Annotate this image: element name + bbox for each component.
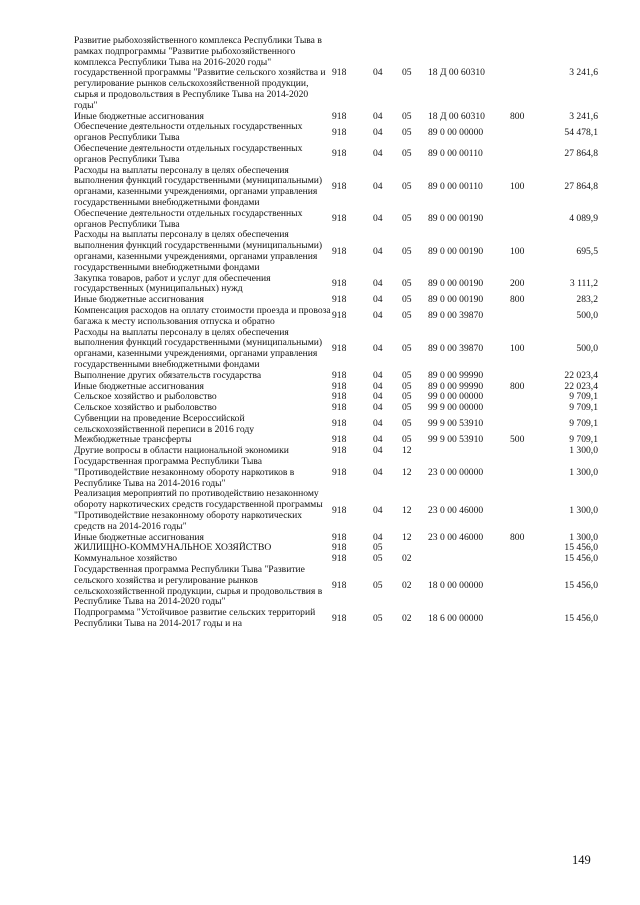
row-amount: 1 300,0 <box>569 445 598 457</box>
row-target-article-code: 18 Д 00 60310 <box>428 110 485 122</box>
row-grbs-code: 918 <box>332 380 347 392</box>
row-target-article-code: 89 0 00 00190 <box>428 213 484 225</box>
row-name: Закупка товаров, работ и услуг для обеспечения государственных (муниципальных) нужд <box>74 272 271 295</box>
table-row <box>74 122 598 144</box>
row-grbs-code: 918 <box>332 180 347 192</box>
row-grbs-code: 918 <box>332 612 347 624</box>
row-name: Иные бюджетные ассигнования <box>74 110 204 122</box>
row-amount: 4 089,9 <box>569 213 598 225</box>
row-name: Расходы на выплаты персоналу в целях обеспечения выполнения функций государственными (муниципальными) органами, казенными учреждениями, органами управления государственными внебюджетными фондами <box>74 229 323 273</box>
table-row <box>74 36 598 112</box>
row-section-code: 04 <box>373 180 383 192</box>
row-grbs-code: 918 <box>332 277 347 289</box>
row-grbs-code: 918 <box>332 531 347 543</box>
row-section-code: 05 <box>373 612 383 624</box>
row-name: Сельское хозяйство и рыболовство <box>74 402 217 414</box>
row-target-article-code: 99 9 00 00000 <box>428 402 484 414</box>
row-section-code: 04 <box>373 380 383 392</box>
row-subsection-code: 12 <box>402 504 412 516</box>
table-row <box>74 489 598 532</box>
row-amount: 3 241,6 <box>569 67 598 79</box>
row-subsection-code: 12 <box>402 466 412 478</box>
row-amount: 9 709,1 <box>569 391 598 403</box>
row-grbs-code: 918 <box>332 418 347 430</box>
row-amount: 9 709,1 <box>569 418 598 430</box>
row-amount: 283,2 <box>576 294 598 306</box>
table-row <box>74 209 598 231</box>
row-expense-type-code: 100 <box>510 180 525 192</box>
row-grbs-code: 918 <box>332 542 347 554</box>
row-subsection-code: 05 <box>402 310 412 322</box>
row-section-code: 04 <box>373 342 383 354</box>
row-grbs-code: 918 <box>332 369 347 381</box>
row-section-code: 05 <box>373 553 383 565</box>
row-section-code: 04 <box>373 391 383 403</box>
row-target-article-code: 89 0 00 99990 <box>428 380 484 392</box>
table-row <box>74 230 598 273</box>
row-amount: 27 864,8 <box>564 148 598 160</box>
row-name: Расходы на выплаты персоналу в целях обеспечения выполнения функций государственными (муниципальными) органами, казенными учреждениями, органами управления государственными внебюджетными фондами <box>74 164 323 208</box>
row-subsection-code: 05 <box>402 67 412 79</box>
row-name: Государственная программа Республики Тыва "Развитие сельского хозяйства и регулирование рынков сельскохозяйственной продукции, сырья и продовольствия в Республике Тыва на 2014-2020 годы" <box>74 564 323 608</box>
row-expense-type-code <box>510 554 544 565</box>
row-amount: 3 111,2 <box>569 277 598 289</box>
row-name: Другие вопросы в области национальной экономики <box>74 445 289 457</box>
row-amount: 500,0 <box>576 310 598 322</box>
row-expense-type-code <box>510 565 544 608</box>
row-section-code: 04 <box>373 148 383 160</box>
row-grbs-code: 918 <box>332 466 347 478</box>
table-row <box>74 144 598 166</box>
row-expense-type-code <box>510 457 544 489</box>
row-grbs-code: 918 <box>332 580 347 592</box>
row-grbs-code: 918 <box>332 504 347 516</box>
row-target-article-code: 89 0 00 39870 <box>428 342 484 354</box>
row-target-article-code: 89 0 00 99990 <box>428 369 484 381</box>
row-section-code: 04 <box>373 402 383 414</box>
row-amount: 15 456,0 <box>564 612 598 624</box>
row-amount: 22 023,4 <box>564 380 598 392</box>
table-row <box>74 306 598 328</box>
row-amount: 1 300,0 <box>569 466 598 478</box>
row-section-code: 04 <box>373 67 383 79</box>
row-grbs-code: 918 <box>332 391 347 403</box>
row-section-code: 04 <box>373 245 383 257</box>
row-section-code: 04 <box>373 418 383 430</box>
row-target-article-code: 18 0 00 00000 <box>428 580 484 592</box>
row-section-code: 04 <box>373 277 383 289</box>
row-expense-type-code <box>510 392 544 403</box>
row-target-article-code: 89 0 00 00000 <box>428 126 484 138</box>
row-name: Иные бюджетные ассигнования <box>74 294 204 306</box>
table-row <box>74 608 598 630</box>
row-amount: 9 709,1 <box>569 434 598 446</box>
table-row <box>74 328 598 371</box>
row-subsection-code: 12 <box>402 531 412 543</box>
row-section-code: 04 <box>373 369 383 381</box>
row-target-article-code: 18 Д 00 60310 <box>428 67 485 79</box>
row-amount: 1 300,0 <box>569 531 598 543</box>
table-row <box>74 457 598 489</box>
row-name: Иные бюджетные ассигнования <box>74 380 204 392</box>
row-name: Расходы на выплаты персоналу в целях обеспечения выполнения функций государственными (муниципальными) органами, казенными учреждениями, органами управления государственными внебюджетными фондами <box>74 326 323 370</box>
row-subsection-code: 05 <box>402 148 412 160</box>
row-expense-type-code: 800 <box>510 294 525 306</box>
row-amount: 500,0 <box>576 342 598 354</box>
row-name: Подпрограмма "Устойчивое развитие сельских территорий Республики Тыва на 2014-2017 годы и на <box>74 607 316 630</box>
row-expense-type-code <box>510 36 544 112</box>
row-target-article-code: 99 9 00 53910 <box>428 418 484 430</box>
row-name: Иные бюджетные ассигнования <box>74 531 204 543</box>
row-subsection-code: 05 <box>402 213 412 225</box>
row-section-code: 05 <box>373 580 383 592</box>
row-amount: 15 456,0 <box>564 542 598 554</box>
row-expense-type-code: 100 <box>510 245 525 257</box>
row-name: Выполнение других обязательств государства <box>74 369 262 381</box>
row-name: Сельское хозяйство и рыболовство <box>74 391 217 403</box>
row-amount: 27 864,8 <box>564 180 598 192</box>
row-subsection-code: 05 <box>402 126 412 138</box>
row-expense-type-code: 200 <box>510 277 525 289</box>
row-expense-type-code: 800 <box>510 380 525 392</box>
row-expense-type-code <box>510 414 544 436</box>
row-expense-type-code <box>510 209 544 231</box>
row-expense-type-code <box>510 543 544 554</box>
row-section-code: 04 <box>373 126 383 138</box>
table-row <box>74 371 598 382</box>
row-name: Обеспечение деятельности отдельных государственных органов Республики Тыва <box>74 207 303 230</box>
row-section-code: 04 <box>373 466 383 478</box>
row-expense-type-code: 800 <box>510 110 525 122</box>
row-grbs-code: 918 <box>332 213 347 225</box>
table-row <box>74 274 598 296</box>
row-section-code: 04 <box>373 504 383 516</box>
row-expense-type-code <box>510 446 544 457</box>
row-section-code: 05 <box>373 542 383 554</box>
row-subsection-code: 02 <box>402 580 412 592</box>
row-expense-type-code <box>510 489 544 532</box>
row-subsection-code: 05 <box>402 342 412 354</box>
row-expense-type-code <box>510 371 544 382</box>
row-target-article-code: 99 9 00 53910 <box>428 434 484 446</box>
row-subsection-code: 05 <box>402 245 412 257</box>
row-grbs-code: 918 <box>332 342 347 354</box>
row-name: Субвенции на проведение Всероссийской сельскохозяйственной переписи в 2016 году <box>74 412 255 435</box>
row-grbs-code: 918 <box>332 553 347 565</box>
row-target-article-code: 89 0 00 00190 <box>428 294 484 306</box>
row-grbs-code: 918 <box>332 445 347 457</box>
row-amount: 3 241,6 <box>569 110 598 122</box>
row-grbs-code: 918 <box>332 148 347 160</box>
row-expense-type-code: 100 <box>510 342 525 354</box>
row-subsection-code: 05 <box>402 434 412 446</box>
row-target-article-code: 99 0 00 00000 <box>428 391 484 403</box>
row-subsection-code: 05 <box>402 180 412 192</box>
row-subsection-code: 05 <box>402 418 412 430</box>
row-subsection-code: 12 <box>402 445 412 457</box>
row-grbs-code: 918 <box>332 310 347 322</box>
row-subsection-code: 02 <box>402 612 412 624</box>
row-name: Обеспечение деятельности отдельных государственных органов Республики Тыва <box>74 142 303 165</box>
row-grbs-code: 918 <box>332 110 347 122</box>
row-amount: 695,5 <box>576 245 598 257</box>
row-target-article-code: 18 6 00 00000 <box>428 612 484 624</box>
row-expense-type-code <box>510 122 544 144</box>
row-section-code: 04 <box>373 445 383 457</box>
row-target-article-code: 23 0 00 46000 <box>428 504 484 516</box>
row-section-code: 04 <box>373 531 383 543</box>
row-section-code: 04 <box>373 294 383 306</box>
row-amount: 22 023,4 <box>564 369 598 381</box>
row-section-code: 04 <box>373 110 383 122</box>
row-amount: 9 709,1 <box>569 402 598 414</box>
row-grbs-code: 918 <box>332 245 347 257</box>
table-row <box>74 166 598 209</box>
row-subsection-code: 05 <box>402 277 412 289</box>
table-row <box>74 565 598 608</box>
row-amount: 1 300,0 <box>569 504 598 516</box>
row-section-code: 04 <box>373 310 383 322</box>
row-name: Межбюджетные трансферты <box>74 434 192 446</box>
row-name: Развитие рыбохозяйственного комплекса Республики Тыва в рамках подпрограммы "Развитие рыбохозяйственного комплекса Республики Тыва на 2016-2020 годы" государственной программы "Развитие сельского хозяйства и регулирование рынков сельскохозяйственной продукции, сырья и продовольствия в Республике Тыва на 2014-2020 годы" <box>74 35 326 111</box>
row-target-article-code: 23 0 00 46000 <box>428 531 484 543</box>
budget-table-body <box>74 36 598 630</box>
page-number: 149 <box>572 853 591 867</box>
row-subsection-code: 05 <box>402 294 412 306</box>
table-row <box>74 414 598 436</box>
row-grbs-code: 918 <box>332 294 347 306</box>
row-expense-type-code <box>510 608 544 630</box>
row-target-article-code: 23 0 00 00000 <box>428 466 484 478</box>
row-section-code: 04 <box>373 213 383 225</box>
row-name: Реализация мероприятий по противодействию незаконному обороту наркотических средств государственной программы "Противодействие незаконному обороту наркотических средств на 2014-2016 годы" <box>74 488 323 532</box>
row-target-article-code: 89 0 00 00190 <box>428 245 484 257</box>
row-amount: 15 456,0 <box>564 580 598 592</box>
row-target-article-code <box>428 554 510 565</box>
row-subsection-code: 05 <box>402 110 412 122</box>
row-grbs-code: 918 <box>332 402 347 414</box>
row-subsection-code: 05 <box>402 391 412 403</box>
row-target-article-code <box>428 543 510 554</box>
row-grbs-code: 918 <box>332 126 347 138</box>
row-subsection-code: 02 <box>402 553 412 565</box>
row-name: Компенсация расходов на оплату стоимости проезда и провоза багажа к месту использования отпуска и обратно <box>74 304 331 327</box>
row-name: ЖИЛИЩНО-КОММУНАЛЬНОЕ ХОЗЯЙСТВО <box>74 542 272 554</box>
row-subsection-code: 05 <box>402 402 412 414</box>
row-name: Государственная программа Республики Тыва "Противодействие незаконному обороту наркотиков в Республике Тыва на 2014-2016 годы" <box>74 456 295 489</box>
row-target-article-code <box>428 446 510 457</box>
row-grbs-code: 918 <box>332 67 347 79</box>
row-amount: 54 478,1 <box>564 126 598 138</box>
budget-table <box>74 36 598 630</box>
row-expense-type-code: 500 <box>510 434 525 446</box>
row-subsection-code: 05 <box>402 369 412 381</box>
row-name: Коммунальное хозяйство <box>74 553 178 565</box>
row-target-article-code: 89 0 00 39870 <box>428 310 484 322</box>
row-grbs-code: 918 <box>332 434 347 446</box>
row-target-article-code: 89 0 00 00110 <box>428 148 483 160</box>
row-amount: 15 456,0 <box>564 553 598 565</box>
row-expense-type-code <box>510 403 544 414</box>
row-target-article-code: 89 0 00 00190 <box>428 277 484 289</box>
row-subsection-code: 05 <box>402 380 412 392</box>
row-expense-type-code: 800 <box>510 531 525 543</box>
row-expense-type-code <box>510 306 544 328</box>
row-target-article-code: 89 0 00 00110 <box>428 180 483 192</box>
row-name: Обеспечение деятельности отдельных государственных органов Республики Тыва <box>74 121 303 144</box>
row-expense-type-code <box>510 144 544 166</box>
row-section-code: 04 <box>373 434 383 446</box>
